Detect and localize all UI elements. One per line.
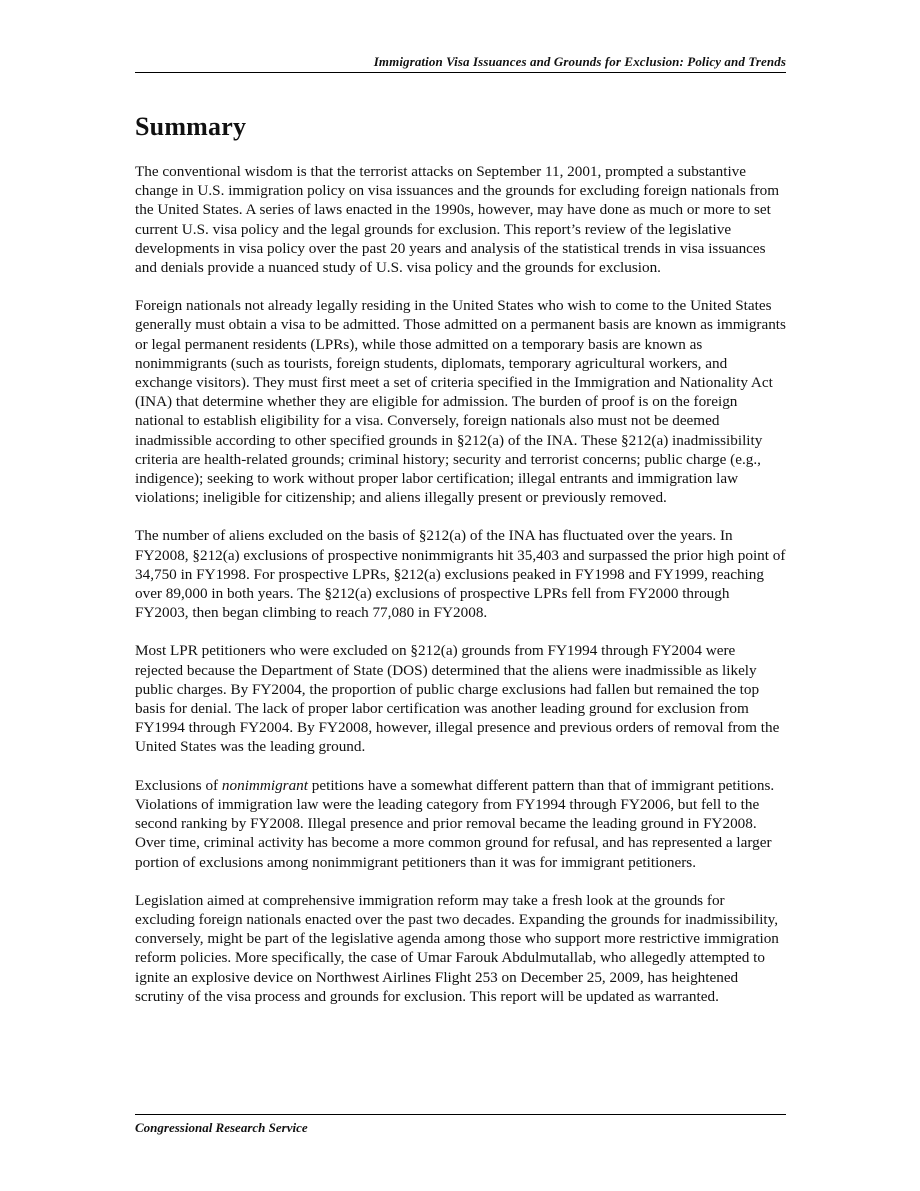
- paragraph-2: Foreign nationals not already legally residing in the United States who wish to come to the United States generally must obtain a visa to be admitted. Those admitted on a permanent basis are known as immigrants or legal permanent residents (LPRs), while those admitted on a temporary basis are known as nonimmigrants (such as tourists, foreign students, diplomats, temporary agricultural workers, and exchange visitors). They must first meet a set of criteria specified in the Immigration and Nationality Act (INA) that determine whether they are eligible for admission. The burden of proof is on the foreign national to establish eligibility for a visa. Conversely, foreign nationals also must not be deemed inadmissible according to other specified grounds in §212(a) of the INA. These §212(a) inadmissibility criteria are health-related grounds; criminal history; security and terrorist concerns; public charge (e.g., indigence); seeking to work without proper labor certification; illegal entrants and immigration law violations; ineligible for citizenship; and aliens illegally present or previously removed.: [135, 297, 786, 507]
- section-title: Summary: [135, 112, 247, 141]
- footer-rule: [135, 1114, 786, 1115]
- paragraph-4: Most LPR petitioners who were excluded on §212(a) grounds from FY1994 through FY2004 were rejected because the Department of State (DOS) determined that the aliens were inadmissible as likely public charges. By FY2004, the proportion of public charge exclusions had fallen but remained the top basis for denial. The lack of proper labor certification was another leading ground for exclusion from FY1994 through FY2004. By FY2008, however, illegal presence and previous orders of removal from the United States was the leading ground.: [135, 642, 780, 756]
- paragraph-5-lead: Exclusions of: [135, 776, 222, 794]
- paragraph-5-emphasis: nonimmigrant: [221, 776, 308, 794]
- running-footer-organization: Congressional Research Service: [135, 1120, 308, 1135]
- paragraph-5: [135, 776, 786, 872]
- summary-body: [135, 162, 786, 1025]
- running-header-title: Immigration Visa Issuances and Grounds for Exclusion: Policy and Trends: [373, 54, 786, 69]
- paragraph-3: The number of aliens excluded on the basis of §212(a) of the INA has fluctuated over the years. In FY2008, §212(a) exclusions of prospective nonimmigrants hit 35,403 and surpassed the prior high point of 34,750 in FY1998. For prospective LPRs, §212(a) exclusions peaked in FY1998 and FY1999, reaching over 89,000 in both years. The §212(a) exclusions of prospective LPRs fell from FY2000 through FY2003, then began climbing to reach 77,080 in FY2008.: [135, 527, 786, 622]
- paragraph-6: Legislation aimed at comprehensive immigration reform may take a fresh look at the grounds for excluding foreign nationals enacted over the past two decades. Expanding the grounds for inadmissibility, conversely, might be part of the legislative agenda among those who support more restrictive immigration reform policies. More specifically, the case of Umar Farouk Abdulmutallab, who allegedly attempted to ignite an explosive device on Northwest Airlines Flight 253 on December 25, 2009, has heightened scrutiny of the visa process and grounds for exclusion. This report will be updated as warranted.: [135, 891, 779, 1005]
- paragraph-5-rest: petitions have a somewhat different pattern than that of immigrant petitions. Violations of immigration law were the leading category from FY1994 through FY2006, but fell to the second ranking by FY2008. Illegal presence and prior removal became the leading ground in FY2008. Over time, criminal activity has become a more common ground for refusal, and has represented a larger portion of exclusions among nonimmigrant petitioners than it was for immigrant petitioners.: [135, 776, 775, 871]
- header-rule: [135, 72, 786, 73]
- paragraph-1: The conventional wisdom is that the terrorist attacks on September 11, 2001, prompted a substantive change in U.S. immigration policy on visa issuances and the grounds for excluding foreign nationals from the United States. A series of laws enacted in the 1990s, however, may have done as much or more to set current U.S. visa policy and the legal grounds for exclusion. This report’s review of the legislative developments in visa policy over the past 20 years and analysis of the statistical trends in visa issuances and denials provide a nuanced study of U.S. visa policy and the grounds for exclusion.: [135, 163, 780, 277]
